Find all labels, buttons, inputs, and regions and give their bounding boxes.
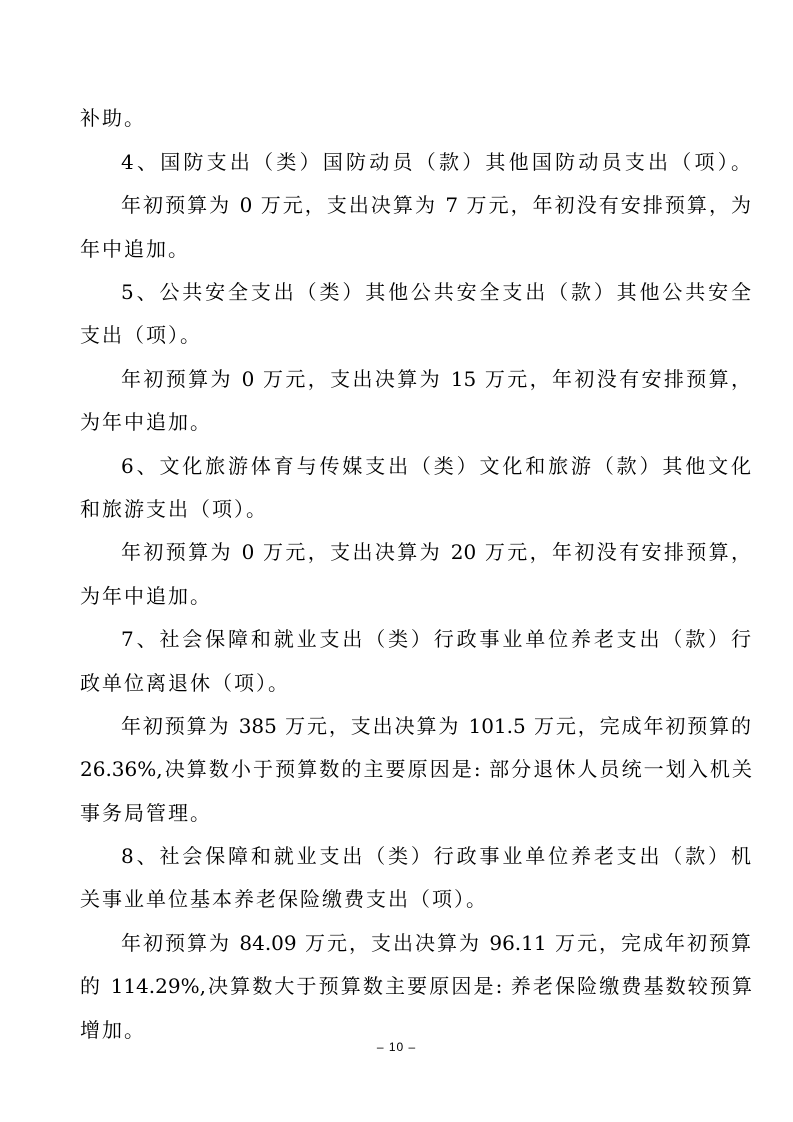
text-line: 为年中追加。 bbox=[80, 584, 212, 608]
section-heading-4: 4、国防支出（类）国防动员（款）其他国防动员支出（项）。 bbox=[121, 150, 751, 174]
text-line: 的 114.29%,决算数大于预算数主要原因是: 养老保险缴费基数较预算 bbox=[80, 974, 752, 998]
text-line: 政单位离退休（项）。 bbox=[80, 671, 290, 695]
text-line: 年初预算为 0 万元，支出决算为 15 万元，年初没有安排预算， bbox=[121, 367, 751, 391]
text-line: 和旅游支出（项）。 bbox=[80, 497, 268, 521]
page-number: – 10 – bbox=[376, 1040, 417, 1054]
section-heading-5: 5、公共安全支出（类）其他公共安全支出（款）其他公共安全 bbox=[121, 280, 751, 304]
text-line: 年初预算为 385 万元，支出决算为 101.5 万元，完成年初预算的 bbox=[121, 714, 751, 738]
text-line: 26.36%,决算数小于预算数的主要原因是: 部分退休人员统一划入机关 bbox=[80, 757, 752, 781]
text-line: 支出（项）。 bbox=[80, 323, 202, 347]
text-line: 增加。 bbox=[80, 1018, 146, 1042]
text-line: 补助。 bbox=[80, 106, 146, 130]
text-line: 年中追加。 bbox=[80, 237, 190, 261]
text-line: 事务局管理。 bbox=[80, 801, 212, 825]
text-line: 为年中追加。 bbox=[80, 410, 212, 434]
section-heading-6: 6、文化旅游体育与传媒支出（类）文化和旅游（款）其他文化 bbox=[121, 454, 751, 478]
text-line: 年初预算为 84.09 万元，支出决算为 96.11 万元，完成年初预算 bbox=[121, 931, 751, 955]
text-line: 年初预算为 0 万元，支出决算为 7 万元，年初没有安排预算，为 bbox=[121, 193, 751, 217]
section-heading-7: 7、社会保障和就业支出（类）行政事业单位养老支出（款）行 bbox=[121, 627, 751, 651]
text-line: 关事业单位基本养老保险缴费支出（项）。 bbox=[80, 887, 488, 911]
text-line: 年初预算为 0 万元，支出决算为 20 万元，年初没有安排预算， bbox=[121, 540, 751, 564]
section-heading-8: 8、社会保障和就业支出（类）行政事业单位养老支出（款）机 bbox=[121, 844, 751, 868]
